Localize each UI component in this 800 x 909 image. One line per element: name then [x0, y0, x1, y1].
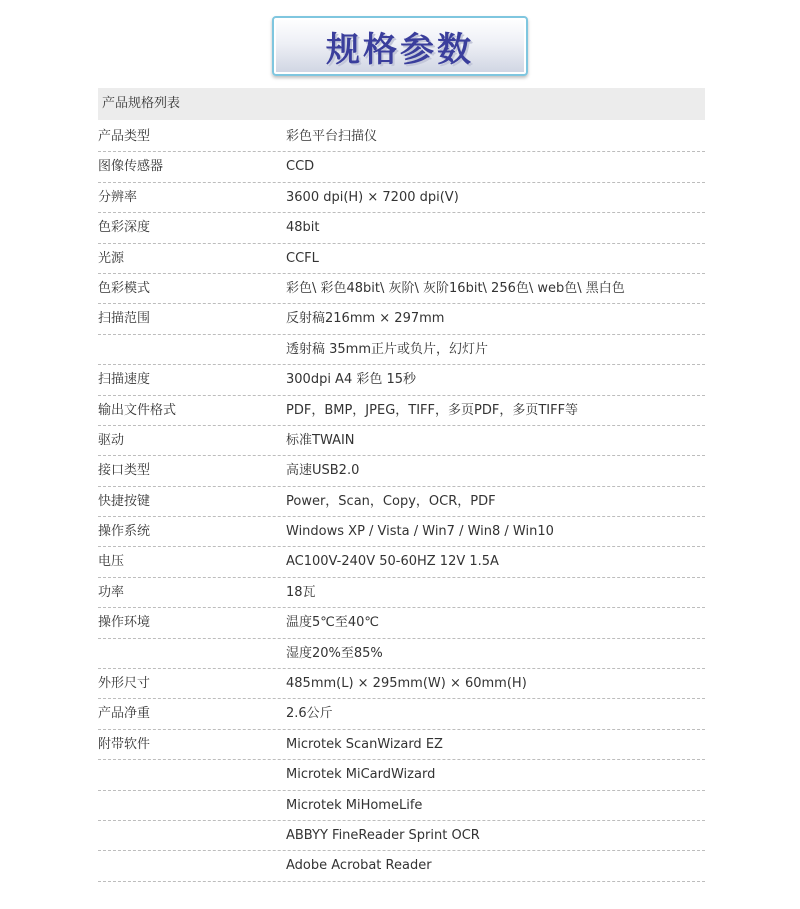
spec-value: 485mm(L) × 295mm(W) × 60mm(H)	[286, 676, 527, 692]
spec-row	[98, 183, 705, 213]
spec-value: PDF，BMP，JPEG，TIFF，多页PDF，多页TIFF等	[286, 402, 579, 418]
spec-value: CCD	[286, 159, 315, 175]
spec-row	[98, 699, 705, 729]
spec-label: 外形尺寸	[98, 676, 151, 692]
spec-section-header: 产品规格列表	[98, 88, 705, 120]
spec-row	[98, 639, 705, 669]
spec-label: 电压	[98, 554, 125, 570]
spec-label: 接口类型	[98, 463, 151, 479]
spec-label: 产品类型	[98, 129, 151, 144]
spec-value: Microtek ScanWizard EZ	[286, 736, 443, 752]
spec-value: Microtek MiHomeLife	[286, 797, 423, 813]
spec-label: 快捷按键	[98, 493, 151, 509]
spec-value: CCFL	[286, 250, 319, 266]
spec-value: 300dpi A4 彩色 15秒	[286, 372, 417, 388]
title-banner	[272, 16, 528, 76]
spec-row	[98, 851, 705, 881]
spec-row	[98, 608, 705, 638]
spec-row	[98, 760, 705, 790]
spec-list	[98, 122, 705, 882]
spec-row	[98, 365, 705, 395]
spec-label: 附带软件	[98, 736, 151, 752]
spec-row	[98, 274, 705, 304]
spec-value: 48bit	[286, 220, 320, 236]
spec-row	[98, 335, 705, 365]
spec-row	[98, 730, 705, 760]
spec-label: 光源	[98, 250, 125, 266]
spec-label: 输出文件格式	[98, 402, 177, 418]
spec-value: 标准TWAIN	[286, 432, 355, 448]
spec-value: 18瓦	[286, 584, 316, 600]
spec-label: 操作环境	[98, 615, 151, 631]
spec-row	[98, 487, 705, 517]
spec-row	[98, 517, 705, 547]
spec-value: 3600 dpi(H) × 7200 dpi(V)	[286, 189, 459, 205]
spec-label: 色彩模式	[98, 280, 151, 296]
spec-label: 色彩深度	[98, 220, 151, 236]
spec-row	[98, 456, 705, 486]
spec-row	[98, 578, 705, 608]
spec-label: 扫描范围	[98, 311, 151, 327]
spec-value: 反射稿216mm × 297mm	[286, 311, 445, 327]
spec-value: AC100V-240V 50-60HZ 12V 1.5A	[286, 554, 499, 570]
spec-row	[98, 396, 705, 426]
spec-row	[98, 213, 705, 243]
spec-value: 彩色平台扫描仪	[286, 129, 378, 144]
spec-row	[98, 821, 705, 851]
spec-value: 2.6公斤	[286, 706, 333, 722]
spec-value: Windows XP / Vista / Win7 / Win8 / Win10	[286, 524, 554, 540]
spec-value: 透射稿 35mm正片或负片，幻灯片	[286, 341, 489, 357]
spec-row	[98, 304, 705, 334]
spec-row	[98, 669, 705, 699]
spec-label: 驱动	[98, 432, 125, 448]
spec-row	[98, 152, 705, 182]
spec-value: Power，Scan，Copy，OCR，PDF	[286, 493, 496, 509]
spec-label: 分辨率	[98, 189, 138, 205]
spec-value: 高速USB2.0	[286, 463, 360, 479]
spec-value: 温度5℃至40℃	[286, 615, 380, 631]
spec-row	[98, 791, 705, 821]
spec-value: 彩色\ 彩色48bit\ 灰阶\ 灰阶16bit\ 256色\ web色\ 黑白色	[286, 280, 625, 296]
spec-row	[98, 547, 705, 577]
spec-value: Adobe Acrobat Reader	[286, 858, 432, 874]
spec-value: Microtek MiCardWizard	[286, 767, 436, 783]
spec-label: 产品净重	[98, 706, 151, 722]
spec-label: 扫描速度	[98, 372, 151, 388]
spec-label: 功率	[98, 584, 125, 600]
spec-label: 操作系统	[98, 524, 151, 540]
spec-value: 湿度20%至85%	[286, 645, 383, 661]
spec-row	[98, 426, 705, 456]
spec-row	[98, 244, 705, 274]
spec-value: ABBYY FineReader Sprint OCR	[286, 827, 480, 843]
spec-label: 图像传感器	[98, 159, 164, 175]
spec-row	[98, 122, 705, 152]
page-title: 规格参数	[326, 29, 474, 70]
